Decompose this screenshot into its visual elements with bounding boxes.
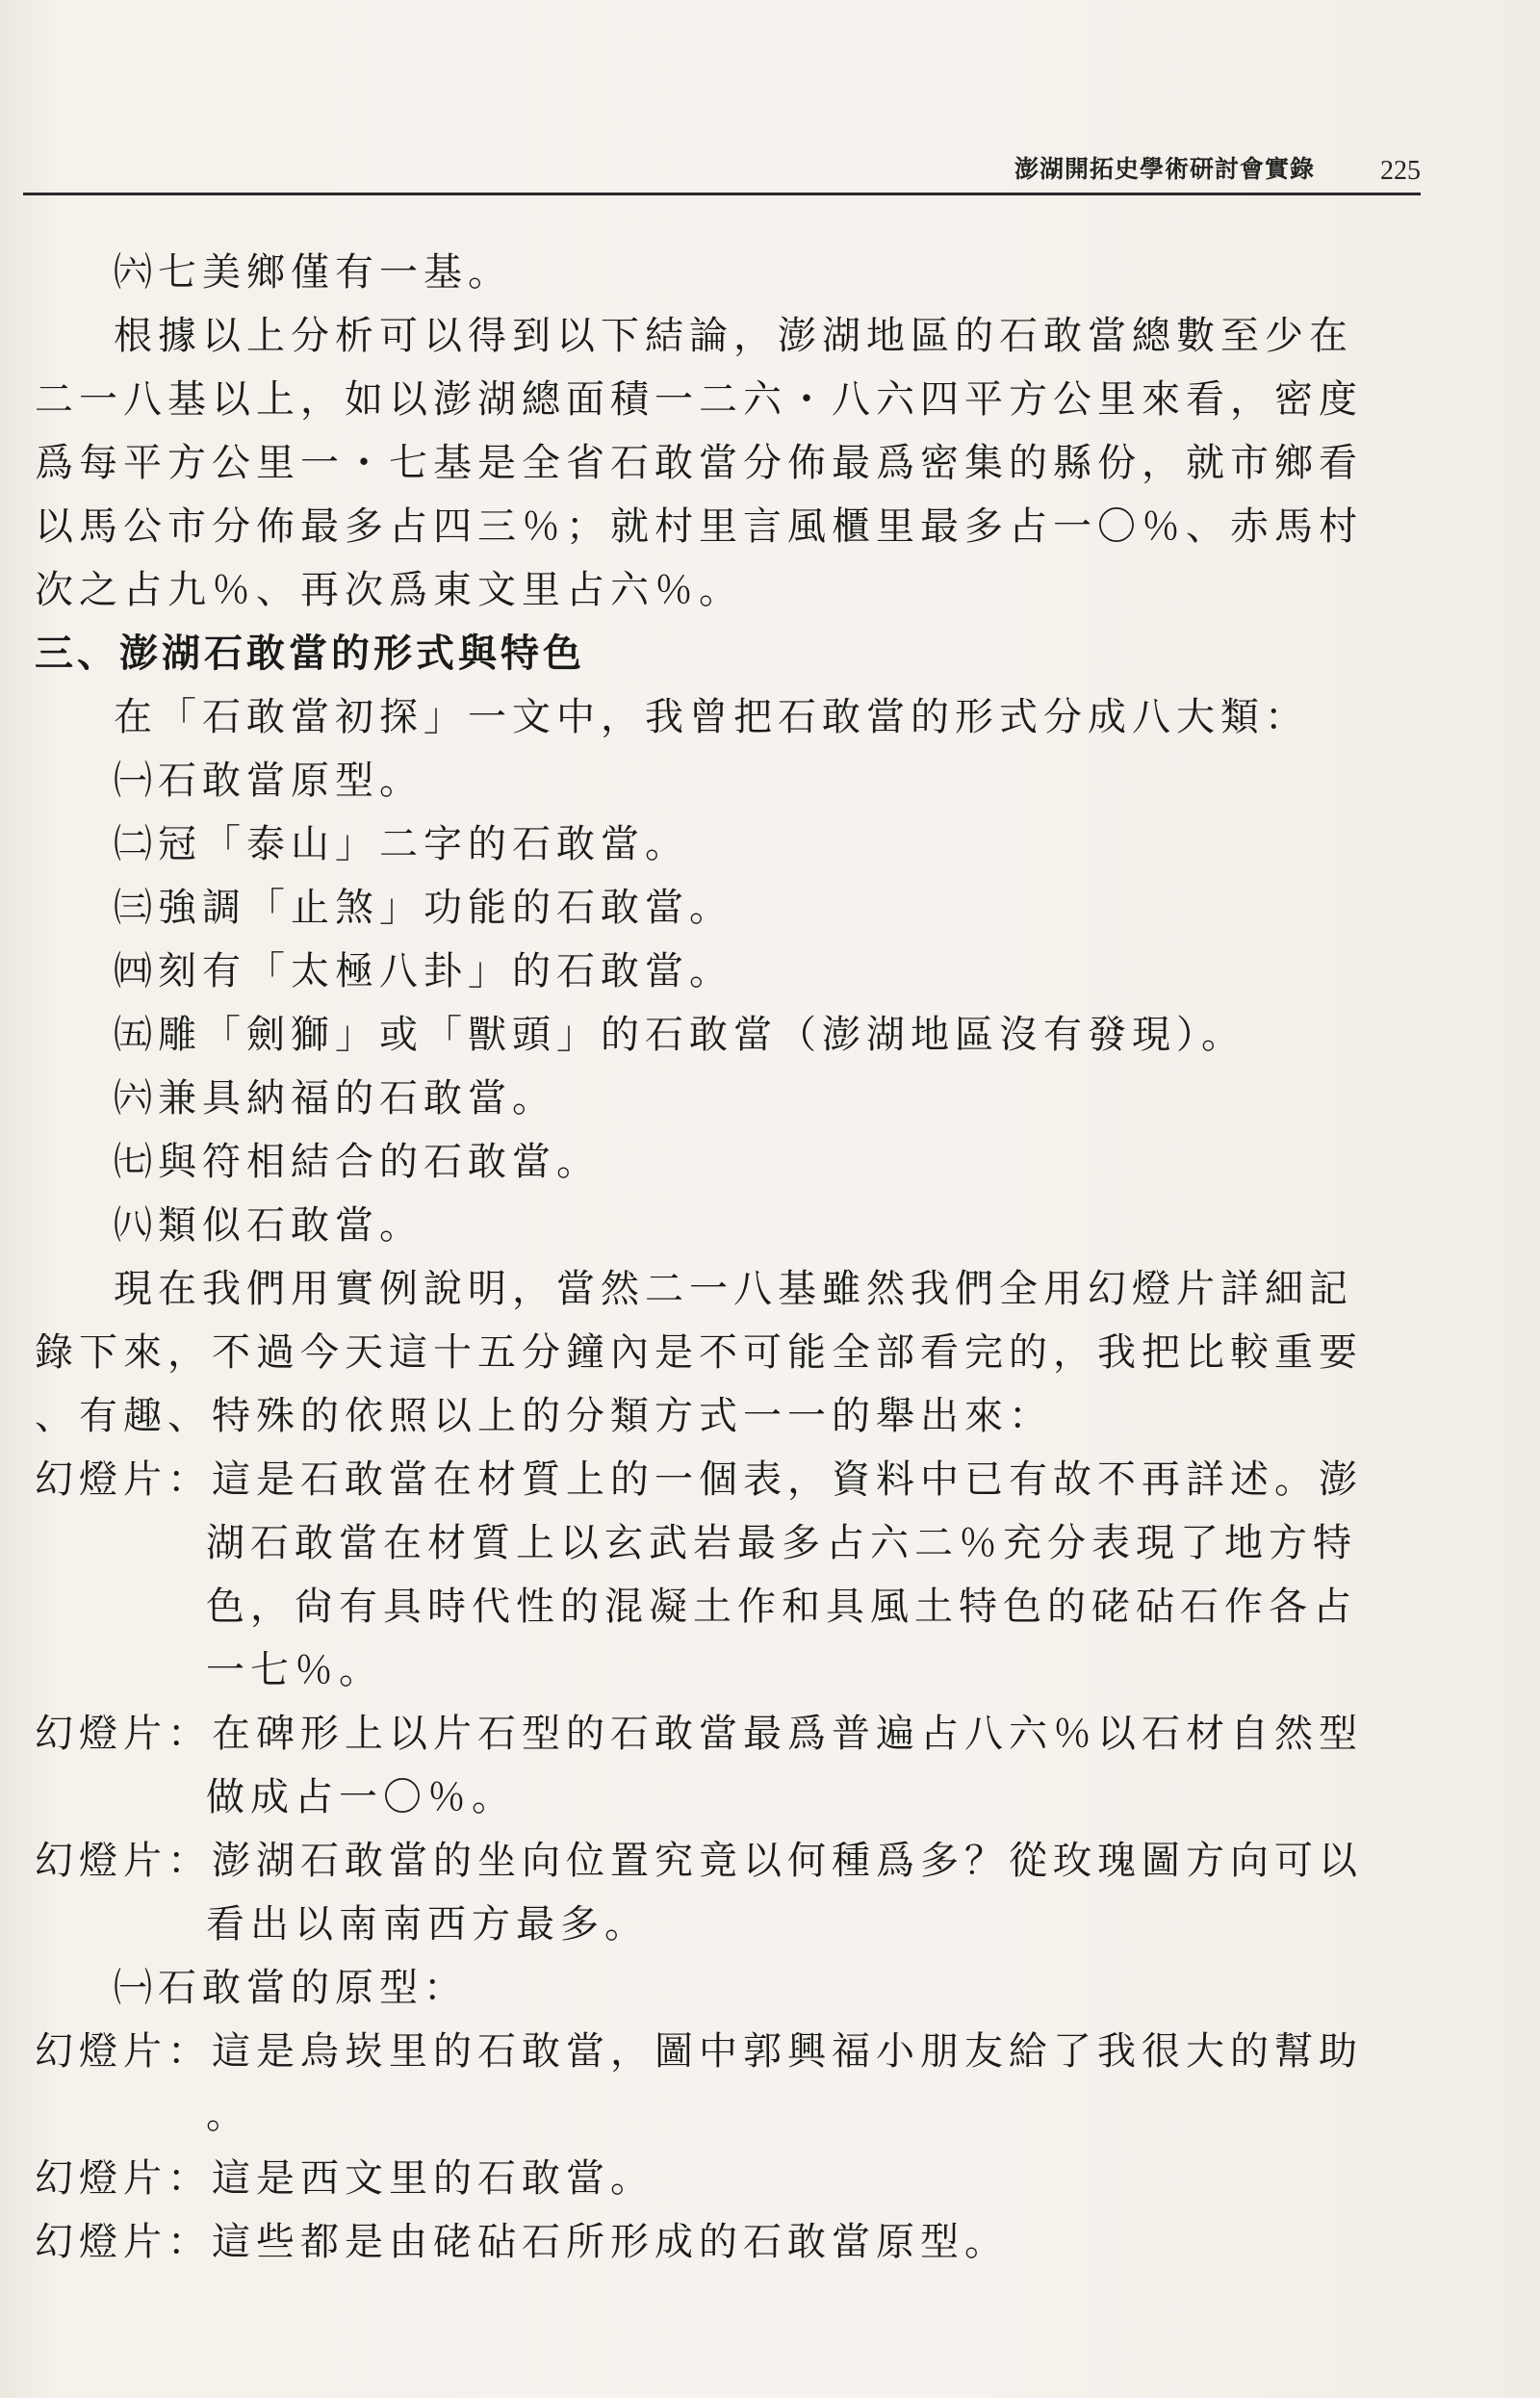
list-item: ㈠石敢當原型。 bbox=[114, 759, 424, 803]
slide-text: 一七％。 bbox=[206, 1648, 383, 1692]
sub-heading: ㈠石敢當的原型： bbox=[114, 1966, 468, 2010]
paragraph-line: 、有趣、特殊的依照以上的分類方式一一的舉出來： bbox=[35, 1394, 1053, 1438]
slide-label: 幻燈片： bbox=[35, 1457, 212, 1502]
paragraph-line: 二一八基以上，如以澎湖總面積一二六・八六四平方公里來看，密度 bbox=[35, 377, 1363, 422]
section-heading: 三、澎湖石敢當的形式與特色 bbox=[35, 632, 585, 676]
slide-text: 。 bbox=[206, 2093, 250, 2137]
paragraph-line: 以馬公市分佈最多占四三％；就村里言風櫃里最多占一〇％、赤馬村 bbox=[35, 504, 1363, 549]
list-item-qimei: ㈥七美鄉僅有一基。 bbox=[114, 250, 512, 295]
slide-entry bbox=[35, 1829, 1401, 1893]
slide-entry bbox=[35, 1448, 1401, 1511]
slide-entry bbox=[35, 2210, 1401, 2274]
running-header bbox=[23, 144, 1421, 195]
slide-text: 看出以南南西方最多。 bbox=[206, 1902, 649, 1947]
paragraph-line: 現在我們用實例說明，當然二一八基雖然我們全用幻燈片詳細記 bbox=[114, 1267, 1353, 1311]
slide-text: 澎湖石敢當的坐向位置究竟以何種爲多？從玫瑰圖方向可以 bbox=[212, 1839, 1363, 1883]
list-item: ㈡冠「泰山」二字的石敢當。 bbox=[114, 822, 689, 866]
slide-text: 這是西文里的石敢當。 bbox=[212, 2156, 654, 2201]
list-item: ㈤雕「劍獅」或「獸頭」的石敢當（澎湖地區沒有發現）。 bbox=[114, 1013, 1245, 1057]
page-number: 225 bbox=[1380, 156, 1421, 186]
slide-label: 幻燈片： bbox=[35, 2220, 212, 2264]
list-item: ㈣刻有「太極八卦」的石敢當。 bbox=[114, 949, 733, 993]
slide-text: 色，尙有具時代性的混凝土作和具風土特色的硓砧石作各占 bbox=[206, 1585, 1357, 1629]
slide-text: 在碑形上以片石型的石敢當最爲普遍占八六％以石材自然型 bbox=[212, 1712, 1363, 1756]
slide-text: 這是烏崁里的石敢當，圖中郭興福小朋友給了我很大的幫助 bbox=[212, 2029, 1363, 2074]
list-item: ㈦與符相結合的石敢當。 bbox=[114, 1140, 601, 1184]
slide-text: 這些都是由硓砧石所形成的石敢當原型。 bbox=[212, 2220, 1009, 2264]
slide-text: 做成占一〇％。 bbox=[206, 1775, 516, 1819]
slide-label: 幻燈片： bbox=[35, 1839, 212, 1883]
slide-label: 幻燈片： bbox=[35, 1712, 212, 1756]
paragraph-line: 爲每平方公里一・七基是全省石敢當分佈最爲密集的縣份，就市鄉看 bbox=[35, 441, 1363, 485]
list-item: ㈢強調「止煞」功能的石敢當。 bbox=[114, 886, 733, 930]
body-text bbox=[35, 241, 1401, 2274]
slide-text: 湖石敢當在材質上以玄武岩最多占六二％充分表現了地方特 bbox=[206, 1521, 1357, 1565]
slide-label: 幻燈片： bbox=[35, 2156, 212, 2201]
list-item: ㈧類似石敢當。 bbox=[114, 1203, 424, 1248]
paragraph-line: 根據以上分析可以得到以下結論，澎湖地區的石敢當總數至少在 bbox=[114, 314, 1353, 358]
slide-text: 這是石敢當在材質上的一個表，資料中已有故不再詳述。澎 bbox=[212, 1457, 1363, 1502]
header-title: 澎湖開拓史學術研討會實錄 bbox=[1014, 155, 1315, 183]
slide-entry bbox=[35, 1702, 1401, 1766]
paragraph-line: 錄下來，不過今天這十五分鐘內是不可能全部看完的，我把比較重要 bbox=[35, 1330, 1363, 1375]
paragraph-line: 在「石敢當初探」一文中，我曾把石敢當的形式分成八大類： bbox=[114, 695, 1309, 739]
slide-label: 幻燈片： bbox=[35, 2029, 212, 2074]
paragraph-line: 次之占九％、再次爲東文里占六％。 bbox=[35, 568, 743, 612]
slide-entry bbox=[35, 2147, 1401, 2210]
slide-entry bbox=[35, 2020, 1401, 2083]
list-item: ㈥兼具納福的石敢當。 bbox=[114, 1076, 556, 1121]
